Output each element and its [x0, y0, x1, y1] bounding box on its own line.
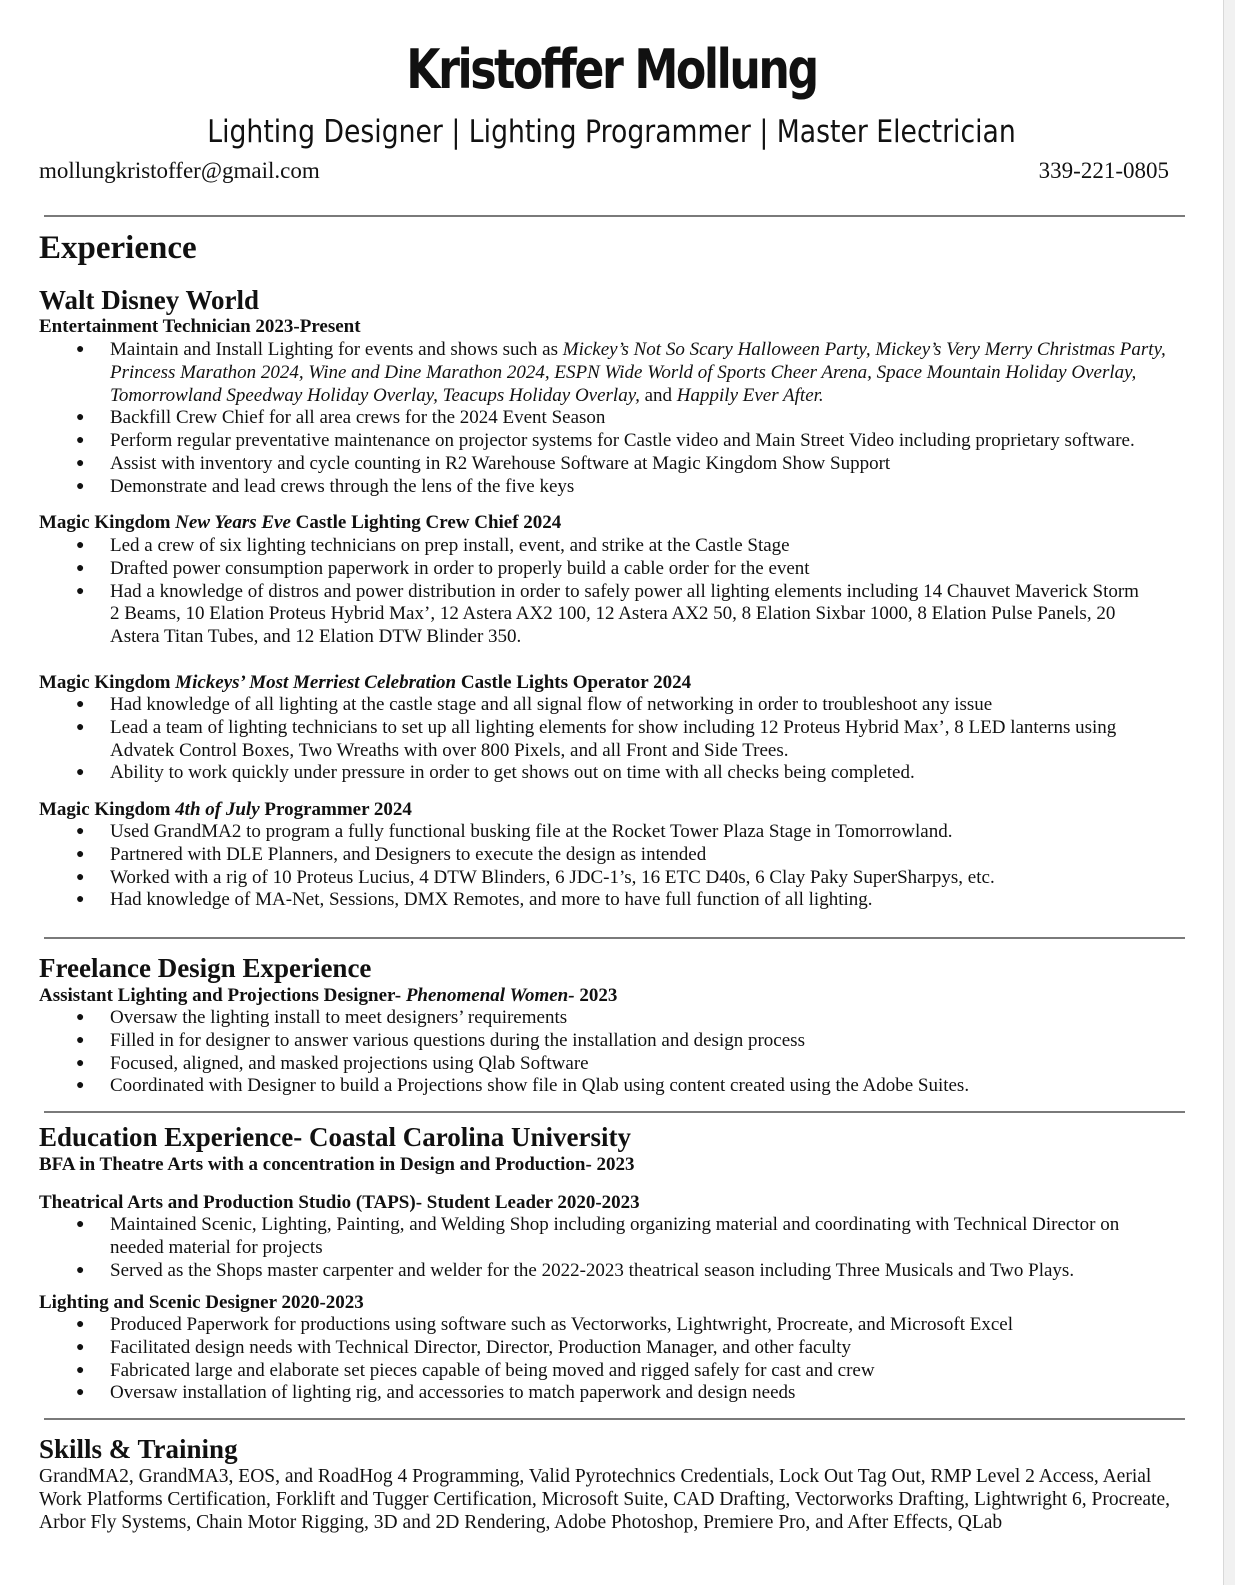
degree: BFA in Theatre Arts with a concentration in Design and Production- 2023: [39, 1154, 635, 1175]
list-item: ● Had a knowledge of distros and power distribution in order to safely power all lighting elements including 14 Chauvet Maverick Storm 2 Beams, 10 Elation Proteus Hybrid Max’, 12 Astera AX2 100, 12 Astera AX2 50, 8 Elation Sixbar 1000, 8 Elation Pulse Panels, 20 Astera Titan Tubes, and 12 Elation DTW Blinder 350.: [0, 581, 1140, 649]
resume-name: Kristoffer Mollung: [406, 38, 817, 101]
divider: [44, 937, 1185, 939]
list-item: ● Facilitated design needs with Technical Director, Director, Production Manager, and other faculty: [0, 1337, 1185, 1360]
list-item: ● Oversaw the lighting install to meet designers’ requirements: [0, 1007, 1185, 1030]
list-item: ● Worked with a rig of 10 Proteus Lucius, 4 DTW Blinders, 6 JDC-1’s, 16 ETC D40s, 6 Clay Paky SuperSharpys, etc.: [0, 867, 1185, 890]
list-item: ● Demonstrate and lead crews through the lens of the five keys: [0, 476, 1185, 499]
job-bullets: [0, 535, 1140, 649]
list-item: ● Oversaw installation of lighting rig, and accessories to match paperwork and design needs: [0, 1382, 1185, 1405]
list-item: ● Had knowledge of MA-Net, Sessions, DMX Remotes, and more to have full function of all lighting.: [0, 889, 1185, 912]
job-bullets: [0, 821, 1185, 912]
list-item: ● Perform regular preventative maintenance on projector systems for Castle video and Main Street Video including proprietary software.: [0, 430, 1185, 453]
job-title: Entertainment Technician 2023-Present: [39, 316, 361, 337]
job-bullets: [0, 1314, 1185, 1405]
list-item: ● Assist with inventory and cycle counting in R2 Warehouse Software at Magic Kingdom Show Support: [0, 453, 1185, 476]
job-bullets: [0, 1007, 1185, 1098]
job-title: Assistant Lighting and Projections Designer- Phenomenal Women- 2023: [39, 985, 618, 1006]
education-heading: Education Experience- Coastal Carolina University: [39, 1122, 631, 1152]
contact-phone: 339-221-0805: [1038, 158, 1169, 183]
job-title: Magic Kingdom 4th of July Programmer 2024: [39, 799, 412, 820]
list-item: ● Backfill Crew Chief for all area crews for the 2024 Event Season: [0, 407, 1185, 430]
list-item: ● Used GrandMA2 to program a fully functional busking file at the Rocket Tower Plaza Stage in Tomorrowland.: [0, 821, 1185, 844]
job-bullets: [0, 1214, 1170, 1282]
divider: [44, 1418, 1185, 1420]
list-item: ● Filled in for designer to answer various questions during the installation and design process: [0, 1030, 1185, 1053]
divider: [44, 215, 1185, 217]
contact-email[interactable]: mollungkristoffer@gmail.com: [39, 158, 320, 183]
list-item: ● Had knowledge of all lighting at the castle stage and all signal flow of networking in order to troubleshoot any issue: [0, 694, 1165, 717]
list-item: ● Drafted power consumption paperwork in order to properly build a cable order for the event: [0, 558, 1140, 581]
job-title: Lighting and Scenic Designer 2020-2023: [39, 1292, 364, 1313]
list-item: ● Produced Paperwork for productions using software such as Vectorworks, Lightwright, Procreate, and Microsoft Excel: [0, 1314, 1185, 1337]
skills-heading: Skills & Training: [39, 1434, 238, 1464]
job-bullets: [0, 339, 1185, 499]
divider: [44, 1111, 1185, 1113]
list-item: ● Maintained Scenic, Lighting, Painting, and Welding Shop including organizing material and coordinating with Technical Director on needed material for projects: [0, 1214, 1170, 1260]
list-item: ● Lead a team of lighting technicians to set up all lighting elements for show including 12 Proteus Hybrid Max’, 8 LED lanterns using Advatek Control Boxes, Two Wreaths with over 800 Pixels, and all Front and Side Trees.: [0, 717, 1165, 763]
job-title: Magic Kingdom New Years Eve Castle Lighting Crew Chief 2024: [39, 512, 562, 533]
job-title: Theatrical Arts and Production Studio (TAPS)- Student Leader 2020-2023: [39, 1192, 640, 1213]
job-title: Magic Kingdom Mickeys’ Most Merriest Celebration Castle Lights Operator 2024: [39, 672, 692, 693]
job-bullets: [0, 694, 1165, 785]
list-item: ● Partnered with DLE Planners, and Designers to execute the design as intended: [0, 844, 1185, 867]
employer-heading: Walt Disney World: [39, 285, 260, 315]
list-item: ● Maintain and Install Lighting for events and shows such as Mickey’s Not So Scary Halloween Party, Mickey’s Very Merry Christmas Party, Princess Marathon 2024, Wine and Dine Marathon 2024, ESPN Wide World of Sports Cheer Arena, Space Mountain Holiday Overlay, Tomorrowland Speedway Holiday Overlay, Teacups Holiday Overlay, and Happily Ever After.: [0, 339, 1185, 407]
list-item: ● Served as the Shops master carpenter and welder for the 2022-2023 theatrical season including Three Musicals and Two Plays.: [0, 1260, 1170, 1283]
list-item: ● Led a crew of six lighting technicians on prep install, event, and strike at the Castle Stage: [0, 535, 1140, 558]
list-item: ● Focused, aligned, and masked projections using Qlab Software: [0, 1053, 1185, 1076]
resume-subtitle: Lighting Designer | Lighting Programmer | Master Electrician: [207, 114, 1016, 150]
skills-text: GrandMA2, GrandMA3, EOS, and RoadHog 4 Programming, Valid Pyrotechnics Credentials, Lock Out Tag Out, RMP Level 2 Access, Aerial Work Platforms Certification, Forklift and Tugger Certification, Microsoft Suite, CAD Drafting, Vectorworks Drafting, Lightwright 6, Procreate, Arbor Fly Systems, Chain Motor Rigging, 3D and 2D Rendering, Adobe Photoshop, Premiere Pro, and After Effects, QLab: [39, 1466, 1171, 1533]
list-item: ● Coordinated with Designer to build a Projections show file in Qlab using content created using the Adobe Suites.: [0, 1075, 1185, 1098]
experience-heading: Experience: [39, 230, 197, 266]
list-item: ● Fabricated large and elaborate set pieces capable of being moved and rigged safely for cast and crew: [0, 1360, 1185, 1383]
freelance-heading: Freelance Design Experience: [39, 953, 372, 983]
list-item: ● Ability to work quickly under pressure in order to get shows out on time with all checks being completed.: [0, 762, 1165, 785]
